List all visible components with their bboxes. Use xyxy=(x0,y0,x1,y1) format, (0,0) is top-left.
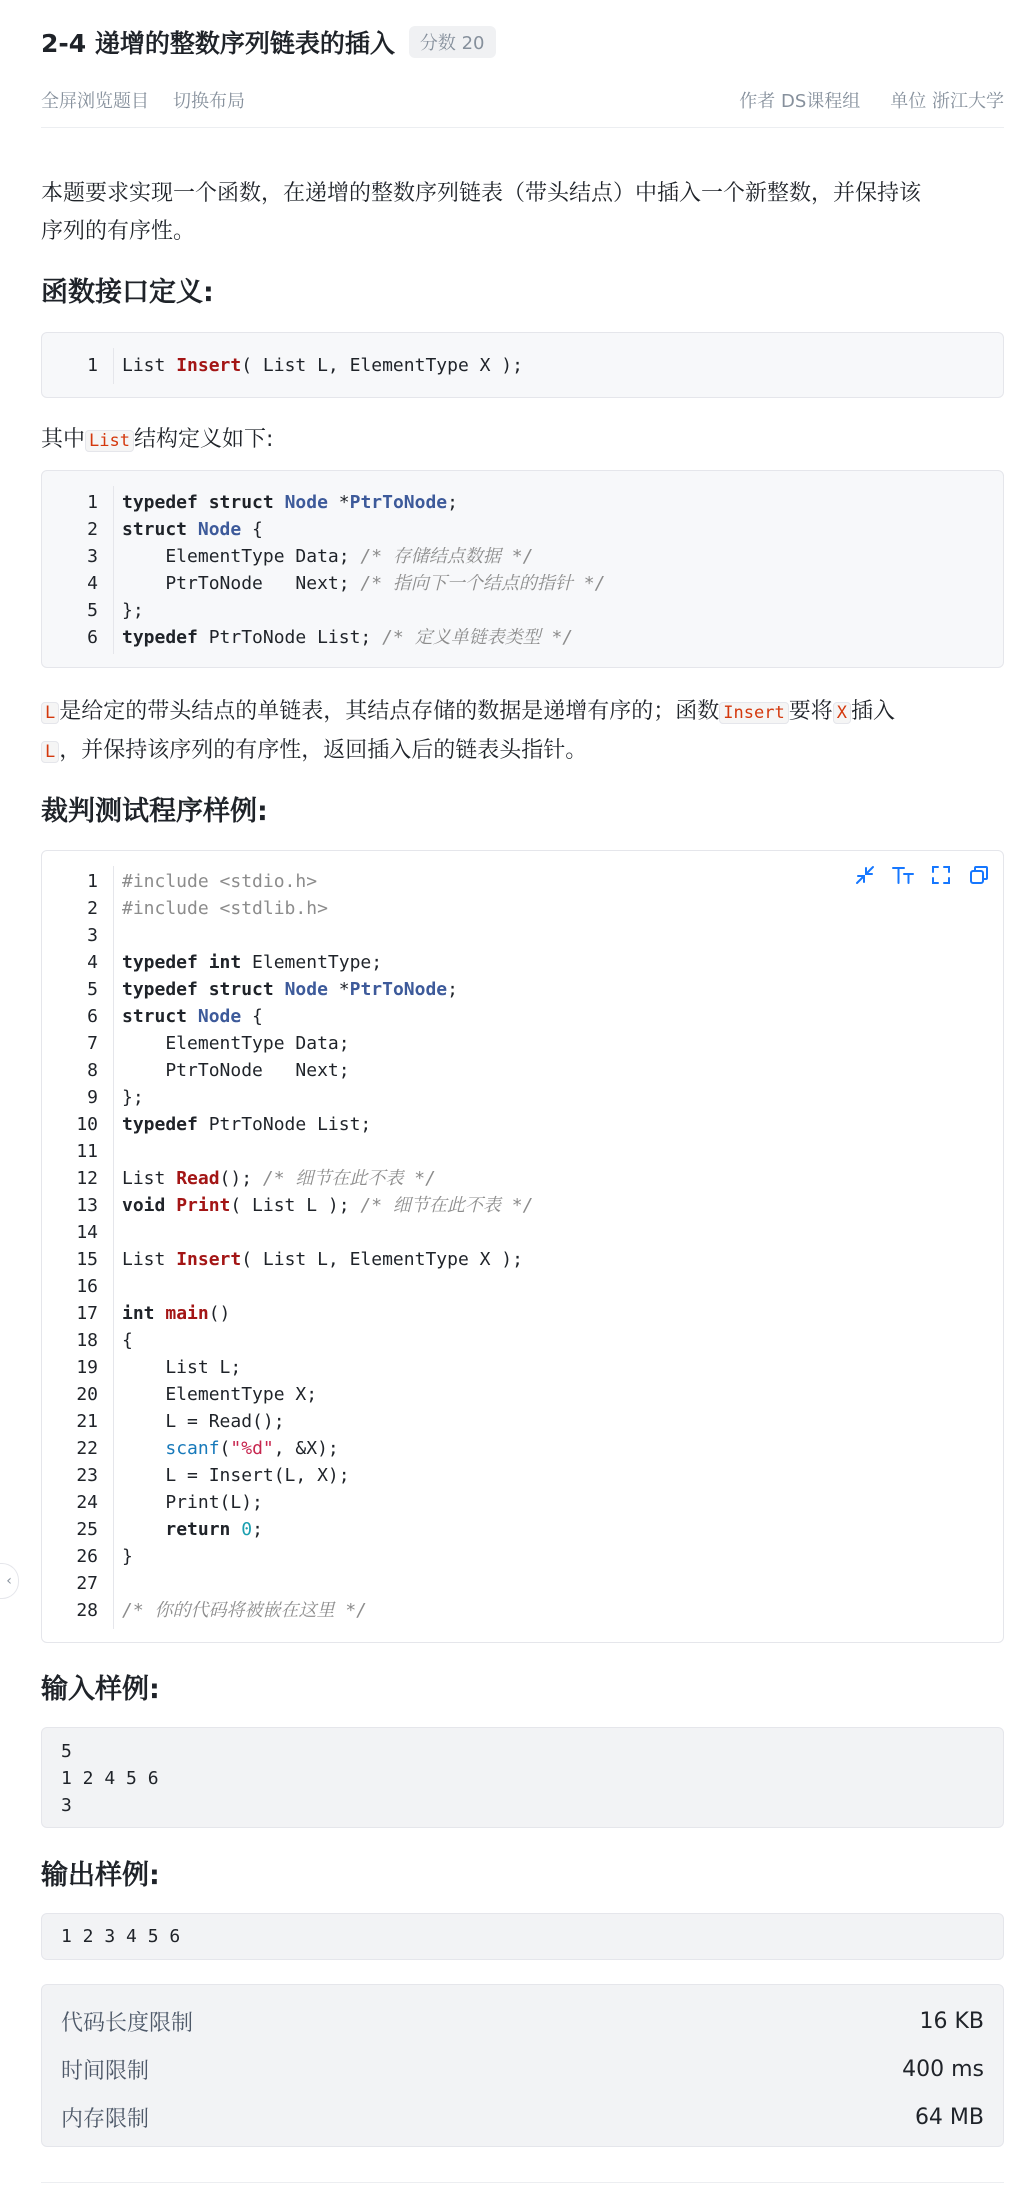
limit-label: 代码长度限制 xyxy=(61,2010,194,2036)
line-number: 21 xyxy=(76,1411,98,1432)
code-line xyxy=(42,1084,144,1111)
code-text: return 0; xyxy=(165,1519,263,1540)
line-number: 1 xyxy=(87,355,98,376)
sidebar-toggle[interactable] xyxy=(0,1563,19,1599)
intro-line: 本题要求实现一个函数，在递增的整数序列链表（带头结点）中插入一个新整数，并保持该 xyxy=(41,181,922,206)
input-sample-line: 1 2 4 5 6 xyxy=(61,1768,159,1789)
footer-divider xyxy=(41,2182,1004,2183)
code-text: List Insert( List L, ElementType X ); xyxy=(122,1249,523,1270)
limit-value: 64 MB xyxy=(914,2104,984,2130)
line-number: 13 xyxy=(76,1195,98,1216)
line-number: 6 xyxy=(87,627,98,648)
limit-label: 时间限制 xyxy=(61,2058,150,2084)
code-line xyxy=(42,1138,122,1165)
code-text: ElementType Data; /* 存储结点数据 */ xyxy=(122,546,534,567)
limit-label: 内存限制 xyxy=(61,2106,150,2132)
code-line xyxy=(42,597,144,624)
input-sample-heading: 输入样例: xyxy=(41,1674,160,1705)
limits-panel xyxy=(41,1984,1004,2147)
line-number: 11 xyxy=(76,1141,98,1162)
code-line xyxy=(42,976,458,1003)
code-line xyxy=(42,570,605,597)
font-size-icon[interactable] xyxy=(889,861,917,889)
line-number: 18 xyxy=(76,1330,98,1351)
title-bar xyxy=(41,22,496,62)
line-number: 8 xyxy=(87,1060,98,1081)
struct-code-block xyxy=(41,470,1004,668)
code-line xyxy=(42,516,263,543)
code-line xyxy=(42,1381,317,1408)
list-def-before: 其中 xyxy=(41,427,86,452)
sub-toolbar xyxy=(41,84,1004,116)
code-line xyxy=(42,1543,133,1570)
line-number: 20 xyxy=(76,1384,98,1405)
code-text: List Insert( List L, ElementType X ); xyxy=(122,355,523,376)
input-sample-block xyxy=(41,1727,1004,1828)
code-line xyxy=(42,1516,263,1543)
inline-code-x: X xyxy=(833,702,851,724)
code-line xyxy=(42,1354,241,1381)
desc-text: ，并保持该序列的有序性，返回插入后的链表头指针。 xyxy=(59,738,588,763)
line-number: 26 xyxy=(76,1546,98,1567)
code-text: typedef struct Node *PtrToNode; xyxy=(122,492,458,513)
line-number: 6 xyxy=(87,1006,98,1027)
score-badge: 分数 20 xyxy=(409,26,496,58)
code-text: PtrToNode Next; /* 指向下一个结点的指针 */ xyxy=(122,573,606,594)
memory-limit-row xyxy=(61,2097,984,2137)
code-line xyxy=(42,1246,523,1273)
line-number: 12 xyxy=(76,1168,98,1189)
code-line xyxy=(42,1165,436,1192)
line-number: 3 xyxy=(87,925,98,946)
line-number: 23 xyxy=(76,1465,98,1486)
author-label: 作者 DS课程组 xyxy=(739,91,861,112)
code-text: typedef struct Node *PtrToNode; xyxy=(122,979,458,1000)
list-def-after: 结构定义如下: xyxy=(133,427,274,452)
limit-value: 16 KB xyxy=(919,2008,984,2034)
fullscreen-icon[interactable] xyxy=(927,861,955,889)
code-text xyxy=(108,1276,122,1297)
code-line xyxy=(42,543,533,570)
code-text: int main() xyxy=(122,1303,231,1324)
description-paragraph xyxy=(41,693,895,771)
code-text: L = Insert(L, X); xyxy=(122,1465,350,1486)
code-text xyxy=(108,1141,122,1162)
code-text: L = Read(); xyxy=(122,1411,285,1432)
time-limit-row xyxy=(61,2049,984,2089)
line-number: 25 xyxy=(76,1519,98,1540)
code-line xyxy=(42,949,382,976)
test-code-block xyxy=(41,850,1004,1643)
code-line xyxy=(42,1030,350,1057)
line-number: 1 xyxy=(87,492,98,513)
code-line xyxy=(42,1435,339,1462)
chevron-left-icon: ‹ xyxy=(6,1573,12,1589)
code-text xyxy=(108,925,122,946)
code-line xyxy=(42,1462,350,1489)
collapse-icon[interactable] xyxy=(851,861,879,889)
code-line xyxy=(42,1570,122,1597)
test-program-heading: 裁判测试程序样例: xyxy=(41,796,268,827)
code-line xyxy=(42,868,317,895)
code-text: { xyxy=(122,1330,133,1351)
output-sample-heading: 输出样例: xyxy=(41,1860,160,1891)
intro-line: 序列的有序性。 xyxy=(41,219,196,244)
line-number: 22 xyxy=(76,1438,98,1459)
intro-paragraph xyxy=(41,175,921,251)
line-number: 2 xyxy=(87,519,98,540)
line-number: 10 xyxy=(76,1114,98,1135)
code-line xyxy=(42,624,573,651)
line-number: 27 xyxy=(76,1573,98,1594)
code-text: struct Node { xyxy=(122,1006,263,1027)
code-line xyxy=(42,1192,533,1219)
code-line xyxy=(42,489,458,516)
code-line xyxy=(42,1327,133,1354)
code-line xyxy=(42,1489,263,1516)
code-text: #include <stdio.h> xyxy=(122,871,318,892)
inline-code-l: L xyxy=(41,741,59,763)
line-number: 14 xyxy=(76,1222,98,1243)
limit-value: 400 ms xyxy=(902,2056,984,2082)
code-length-limit-row xyxy=(61,2001,984,2041)
code-text: Print(L); xyxy=(122,1492,263,1513)
code-line xyxy=(42,1300,230,1327)
input-sample-line: 3 xyxy=(61,1795,72,1816)
inline-code-list: List xyxy=(85,430,134,452)
code-text xyxy=(108,1222,122,1243)
code-line xyxy=(42,1597,367,1624)
line-number: 24 xyxy=(76,1492,98,1513)
line-number: 3 xyxy=(87,546,98,567)
code-text xyxy=(108,1573,122,1594)
code-toolbar xyxy=(851,861,993,889)
desc-text: 插入 xyxy=(850,699,895,724)
line-number: 5 xyxy=(87,600,98,621)
code-text: ElementType Data; xyxy=(122,1033,350,1054)
code-text: typedef PtrToNode List; /* 定义单链表类型 */ xyxy=(122,627,574,648)
line-number: 17 xyxy=(76,1303,98,1324)
problem-title: 2-4 递增的整数序列链表的插入 xyxy=(41,29,395,58)
code-text: typedef PtrToNode List; xyxy=(122,1114,372,1135)
desc-text: 要将 xyxy=(788,699,833,724)
line-number: 1 xyxy=(87,871,98,892)
code-text: ElementType X; xyxy=(122,1384,318,1405)
inline-code-l: L xyxy=(41,702,59,724)
line-number: 7 xyxy=(87,1033,98,1054)
unit-label: 单位 浙江大学 xyxy=(890,91,1004,112)
line-number: 19 xyxy=(76,1357,98,1378)
code-text: void Print( List L ); /* 细节在此不表 */ xyxy=(122,1195,534,1216)
line-number: 4 xyxy=(87,952,98,973)
code-text: } xyxy=(122,1546,133,1567)
interface-heading: 函数接口定义: xyxy=(41,277,214,308)
output-sample-line: 1 2 3 4 5 6 xyxy=(61,1926,181,1947)
line-number: 2 xyxy=(87,898,98,919)
line-number: 16 xyxy=(76,1276,98,1297)
inline-code-insert: Insert xyxy=(719,702,788,724)
list-def-paragraph xyxy=(41,421,273,460)
code-text: struct Node { xyxy=(122,519,263,540)
code-line xyxy=(42,1273,122,1300)
line-number: 15 xyxy=(76,1249,98,1270)
desc-text: 是给定的带头结点的单链表，其结点存储的数据是递增有序的；函数 xyxy=(59,699,720,724)
input-sample-line: 5 xyxy=(61,1741,72,1762)
code-text: typedef int ElementType; xyxy=(122,952,383,973)
line-number: 4 xyxy=(87,573,98,594)
code-text: PtrToNode Next; xyxy=(122,1060,350,1081)
line-number: 5 xyxy=(87,979,98,1000)
interface-code-block xyxy=(41,332,1004,398)
output-sample-block xyxy=(41,1913,1004,1960)
code-text: }; xyxy=(122,600,144,621)
code-line xyxy=(42,352,523,379)
code-line xyxy=(42,1111,371,1138)
code-line xyxy=(42,922,122,949)
line-number: 28 xyxy=(76,1600,98,1621)
header-divider xyxy=(41,127,1004,128)
line-number: 9 xyxy=(87,1087,98,1108)
code-text: List Read(); /* 细节在此不表 */ xyxy=(122,1168,436,1189)
switch-layout-link[interactable]: 切换布局 xyxy=(173,91,245,112)
code-line xyxy=(42,1057,350,1084)
code-line xyxy=(42,1219,122,1246)
code-text: #include <stdlib.h> xyxy=(122,898,328,919)
fullscreen-view-link[interactable]: 全屏浏览题目 xyxy=(41,91,149,112)
code-line xyxy=(42,1003,263,1030)
code-line xyxy=(42,895,328,922)
code-text: }; xyxy=(122,1087,144,1108)
code-text: List L; xyxy=(122,1357,242,1378)
copy-icon[interactable] xyxy=(965,861,993,889)
code-line xyxy=(42,1408,285,1435)
code-text: scanf("%d", &X); xyxy=(165,1438,339,1459)
code-text: /* 你的代码将被嵌在这里 */ xyxy=(122,1600,368,1621)
